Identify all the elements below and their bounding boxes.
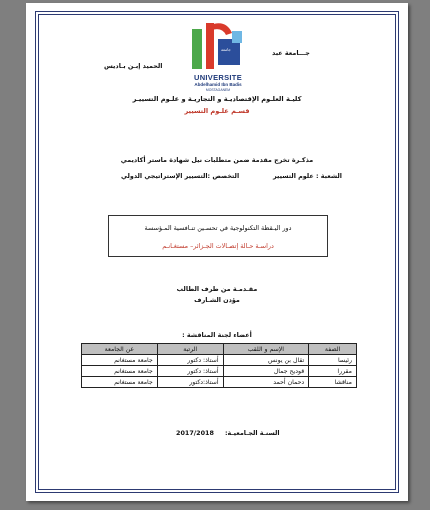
department-name: قسـم علـوم التسيير <box>184 107 250 115</box>
table-cell: أستاذ: دكتور <box>157 366 223 377</box>
table-cell: دحمان أحمد <box>223 377 309 388</box>
table-cell: جامعة مستغانم <box>82 355 158 366</box>
logo-badge-text: جامعة <box>221 47 231 52</box>
table-cell: رئيسا <box>309 355 357 366</box>
academic-year-value: 2017/2018 <box>176 429 214 437</box>
specialty-label: التخصص :التسيير الإستراتيجي الدولي <box>121 172 240 180</box>
column-header: الصفة <box>309 344 357 355</box>
table-cell: جامعة مستغانم <box>82 366 158 377</box>
table-cell: مناقشا <box>309 377 357 388</box>
thesis-title-line1: دور اليـقظة التكنولوجية في تحسـين تنـافسية المـؤسسة <box>144 224 292 232</box>
table-row <box>82 366 357 377</box>
academic-year-label: السنـة الجـامعيـة: <box>225 429 280 437</box>
logo-subtitle: Abdelhamid Ibn Badis <box>194 82 242 87</box>
logo-city: MOSTAGANEM <box>205 88 231 92</box>
student-name: مؤدن الشـارف <box>194 296 240 304</box>
student-label: مقـدمـة من طرف الطالب <box>176 285 258 293</box>
table-cell: أستاذ:دكتور <box>157 377 223 388</box>
table-cell: أستاذ: دكتور <box>157 355 223 366</box>
table-cell: تقال بن يونس <box>223 355 309 366</box>
memo-description: مذكـرة تخرج مقدمة ضمن متطلبات نيل شهادة ماستر أكاديمي <box>120 156 314 164</box>
thesis-title-box <box>108 215 328 257</box>
branch-label: الشعبة : علوم التسيير <box>273 172 342 180</box>
thesis-title-line2: دراسـة حـالة إتصـالات الجـزائر– مستغـانـم <box>162 242 274 250</box>
committee-label: أعضاء لجنة المناقشة : <box>182 331 252 339</box>
table-cell: مقررا <box>309 366 357 377</box>
logo-emblem-icon <box>188 21 248 73</box>
table-cell: قوديح جمال <box>223 366 309 377</box>
faculty-name: كليـة العلـوم الإقتصاديـة و التجاريـة و علـوم التسييـر <box>132 95 302 103</box>
column-header: الرتبة <box>157 344 223 355</box>
column-header: عن الجامعة <box>82 344 158 355</box>
logo-university-text: UNIVERSITE <box>193 73 242 82</box>
committee-table <box>81 343 357 388</box>
university-logo <box>188 21 248 92</box>
table-row <box>82 377 357 388</box>
university-name-left: جـــامعة عبد <box>272 49 310 57</box>
document-page <box>26 3 408 501</box>
university-name-right: الحميد إبـن بـاديس <box>104 62 163 70</box>
committee-header-row <box>82 344 357 355</box>
table-row <box>82 355 357 366</box>
table-cell: جامعة مستغانم <box>82 377 158 388</box>
column-header: الإسم و اللقب <box>223 344 309 355</box>
